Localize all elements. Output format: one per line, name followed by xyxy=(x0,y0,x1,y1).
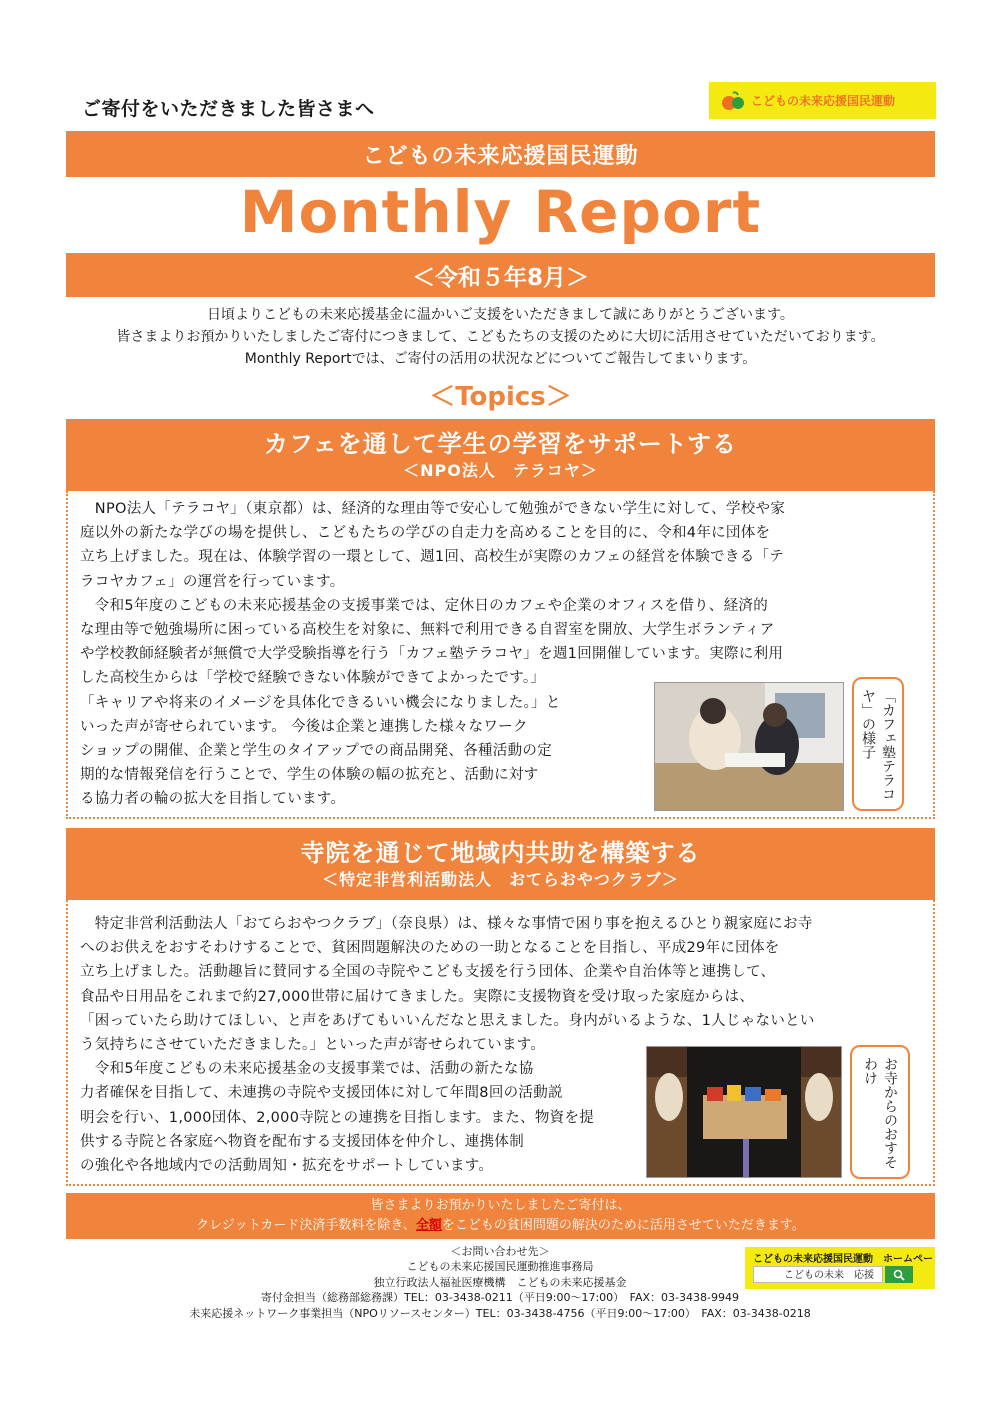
logo-icon xyxy=(721,91,745,111)
body-line: る協力者の輪の拡大を目指しています。 xyxy=(80,791,346,808)
body-line: した高校生からは「学校で経験できない体験ができてよかったです。」 xyxy=(80,670,546,687)
body-line: 期的な情報発信を行うことで、学生の体験の幅の拡充と、活動に対す xyxy=(80,767,539,784)
body-line: 立ち上げました。活動趣旨に賛同する全国の寺院やこども支援を行う団体、企業や自治体等と連携して、 xyxy=(80,964,776,981)
body-line: 立ち上げました。現在は、体験学習の一環として、週1回、高校生が実際のカフェの経営を体験できる「テ xyxy=(80,549,785,566)
topic2-header xyxy=(66,828,935,900)
topic1-caption-box xyxy=(852,677,904,811)
body-line: いった声が寄せられています。 今後は企業と連携した様々なワーク xyxy=(80,718,528,735)
homepage-search-button[interactable] xyxy=(885,1266,913,1283)
contact-org2: 独立行政法人福祉医療機構 こどもの未来応援基金 xyxy=(373,1275,627,1289)
homepage-search-box[interactable]: こどもの未来 応援 xyxy=(753,1266,883,1283)
body-line: や学校教師経験者が無償で大学受験指導を行う「カフェ塾テラコヤ」を週1回開催しています。実際に利用 xyxy=(80,646,784,663)
contact-title: ＜お問い合わせ先＞ xyxy=(450,1245,550,1258)
body-line: 力者確保を目指して、未連携の寺院や支援団体に対して年間8回の活動説 xyxy=(80,1085,563,1102)
footer-line2-post: をこどもの貧困問題の解決のために活用させていただきます。 xyxy=(441,1218,805,1233)
body-line: へのお供えをおすそわけすることで、貧困問題解決のための一助となることを目指し、平成29年に団体を xyxy=(80,940,780,957)
report-date: ＜令和５年8月＞ xyxy=(411,264,589,291)
intro-text xyxy=(66,304,935,370)
body-line: の強化や各地域内での活動周知・拡充をサポートしています。 xyxy=(80,1158,494,1175)
homepage-badge[interactable] xyxy=(745,1247,935,1289)
topic2-caption: お寺からのおすそわけ xyxy=(862,1057,898,1169)
body-line: 令和5年度のこどもの未来応援基金の支援事業では、定休日のカフェや企業のオフィスを借り、経済的 xyxy=(80,597,769,614)
logo-text: こどもの未来応援国民運動 xyxy=(751,94,896,108)
intro-line: 日頃よりこどもの未来応援基金に温かいご支援をいただきまして誠にありがとうございます。 xyxy=(207,307,794,323)
footer-line2 xyxy=(196,1216,805,1236)
intro-line: Monthly Reportでは、ご寄付の活用の状況などについてご報告してまいります。 xyxy=(244,351,757,367)
body-line: 食品や日用品をこれまで約27,000世帯に届けてきました。実際に支援物資を受け取った家庭からは、 xyxy=(80,988,755,1005)
topic2-photo xyxy=(646,1046,842,1178)
body-line: 庭以外の新たな学びの場を提供し、こどもたちの学びの自走力を高めることを目的に、令和4年に団体を xyxy=(80,525,771,542)
greeting-heading: ご寄付をいただきました皆さまへ xyxy=(82,98,375,120)
org-name: こどもの未来応援国民運動 xyxy=(362,143,639,169)
body-line: 特定非営利活動法人「おてらおやつクラブ」（奈良県）は、様々な事情で困り事を抱えるひとり親家庭にお寺 xyxy=(80,916,813,932)
contact-network: 未来応援ネットワーク事業担当（NPOリソースセンター）TEL：03-3438-4756（平日9:00～17:00） FAX：03-3438-0218 xyxy=(189,1306,811,1320)
topic1-photo xyxy=(654,682,844,811)
topic2-caption-box xyxy=(850,1045,910,1179)
org-banner xyxy=(66,131,935,177)
contact-donation: 寄付金担当（総務部総務課）TEL：03-3438-0211（平日9:00～17:00） FAX：03-3438-9949 xyxy=(261,1291,739,1305)
body-line: NPO法人「テラコヤ」（東京都）は、経済的な理由等で安心して勉強ができない学生に対して、学校や家 xyxy=(80,501,786,517)
body-line: ラコヤカフェ」の運営を行っています。 xyxy=(80,573,345,590)
topic1-title: カフェを通して学生の学習をサポートする xyxy=(263,430,738,458)
date-banner xyxy=(66,253,935,297)
body-line: う気持ちにさせていただきました。」といった声が寄せられています。 xyxy=(80,1037,546,1054)
body-line: 令和5年度こどもの未来応援基金の支援事業では、活動の新たな協 xyxy=(80,1061,534,1078)
homepage-label: こどもの未来応援国民運動 ホームペー xyxy=(753,1254,933,1265)
body-line: 明会を行い、1,000団体、2,000寺院との連携を目指します。また、物資を提 xyxy=(80,1109,595,1126)
footer-line1: 皆さまよりお預かりいたしましたご寄付は、 xyxy=(370,1198,631,1213)
logo-badge[interactable] xyxy=(709,82,936,119)
contact-org1: こどもの未来応援国民運動推進事務局 xyxy=(406,1260,594,1274)
topic2-title: 寺院を通じて地域内共助を構築する xyxy=(300,839,701,867)
topic1-header xyxy=(66,419,935,491)
body-line: な理由等で勉強場所に困っている高校生を対象に、無料で利用できる自習室を開放、大学生ボランティア xyxy=(80,622,775,639)
footer-banner xyxy=(66,1193,935,1239)
body-line: 「困っていたら助けてほしい、と声をあげてもいいんだなと思えました。身内がいるような、1人じゃないとい xyxy=(80,1012,815,1029)
search-icon xyxy=(893,1269,905,1281)
topic2-subtitle: ＜特定非営利活動法人 おてらおやつクラブ＞ xyxy=(322,870,679,889)
topic1-caption: 「カフェ塾テラコヤ」の様子 xyxy=(860,689,896,801)
body-line: 「キャリアや将来のイメージを具体化できるいい機会になりました。」と xyxy=(80,694,561,711)
intro-line: 皆さまよりお預かりいたしましたご寄付につきまして、こどもたちの支援のために大切に活用させていただいております。 xyxy=(116,329,885,345)
footer-line2-pre: クレジットカード決済手数料を除き、 xyxy=(196,1218,416,1233)
topics-label: ＜Topics＞ xyxy=(429,382,572,412)
body-line: 供する寺院と各家庭へ物資を配布する支援団体を仲介し、連携体制 xyxy=(80,1133,524,1150)
report-title: Monthly Report xyxy=(239,178,762,246)
topic1-subtitle: ＜NPO法人 テラコヤ＞ xyxy=(403,461,598,480)
body-line: ショップの開催、企業と学生のタイアップでの商品開発、各種活動の定 xyxy=(80,743,553,760)
footer-line2-emphasis: 全額 xyxy=(415,1218,442,1233)
